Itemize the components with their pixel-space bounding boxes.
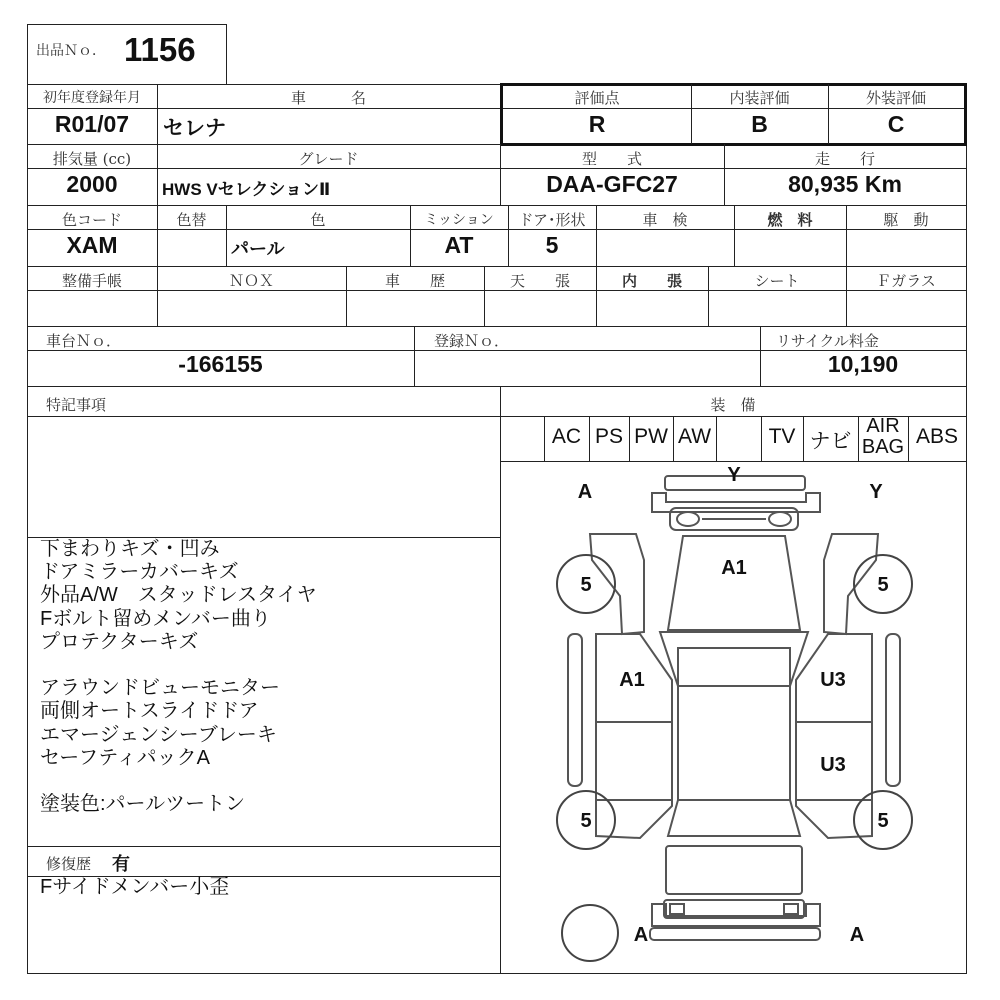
mark-left-front-door: A1 bbox=[619, 669, 645, 691]
rear-hatch bbox=[666, 846, 802, 894]
equipment-navi: ナビ bbox=[809, 430, 852, 453]
car-name-label: 車 名 bbox=[290, 89, 366, 107]
notes-text: 下まわりキズ・凹み ドアミラーカバーキズ 外品A/W スタッドレスタイヤ Fボルト留めメンバー曲り プロテクターキズ アラウンドビューモニター 両側オートスライドドア エマージェンシーブレーキ セーフティパックA 塗装色:パールツートン bbox=[40, 538, 317, 816]
equipment-abs: ABS bbox=[915, 425, 959, 448]
mark-right-front-door: U3 bbox=[820, 669, 846, 691]
exterior-score-value: C bbox=[887, 111, 905, 137]
first-reg-value: R01/07 bbox=[54, 111, 130, 137]
glass-label: Ｆガラス bbox=[876, 272, 936, 290]
seat-label: シート bbox=[754, 272, 800, 290]
exterior-score-label: 外装評価 bbox=[865, 89, 926, 107]
rear-bumper bbox=[650, 900, 820, 940]
equipment-ac: AC bbox=[551, 425, 582, 448]
recycle-value: 10,190 bbox=[827, 351, 899, 377]
first-reg-label: 初年度登録年月 bbox=[43, 90, 141, 106]
drive-label: 駆 動 bbox=[883, 211, 929, 229]
interior-score-value: B bbox=[751, 111, 768, 137]
mileage-label: 走 行 bbox=[814, 150, 875, 168]
roof-label: 天 張 bbox=[509, 272, 570, 290]
color-code-label: 色コード bbox=[61, 211, 122, 229]
hood-panel bbox=[668, 536, 800, 630]
mark-right-rear-door: U3 bbox=[820, 754, 846, 776]
model-value: DAA-GFC27 bbox=[546, 171, 678, 197]
mark-rear-left: A bbox=[633, 924, 649, 946]
displacement-label: 排気量 (cc) bbox=[52, 150, 132, 168]
fuel-label: 燃 料 bbox=[767, 211, 813, 229]
mileage-value: 80,935 Km bbox=[788, 171, 902, 197]
inspection-label: 車 検 bbox=[642, 211, 688, 229]
repair-note: Fサイドメンバー小歪 bbox=[40, 876, 230, 898]
color-code-value: XAM bbox=[66, 232, 118, 258]
mark-front-right: Y bbox=[869, 481, 883, 503]
right-step bbox=[886, 634, 900, 786]
windshield bbox=[660, 632, 808, 686]
rear-window bbox=[668, 800, 800, 836]
chassis-value: -166155 bbox=[178, 351, 263, 377]
equipment-ps: PS bbox=[594, 425, 623, 448]
right-side-body bbox=[796, 634, 872, 838]
notes-label: 特記事項 bbox=[46, 396, 107, 414]
mark-rear-right: A bbox=[849, 924, 865, 946]
transmission-value: AT bbox=[444, 232, 474, 258]
registration-label: 登録Ｎｏ． bbox=[434, 332, 510, 350]
mark-hood: A1 bbox=[721, 557, 747, 579]
doors-value: 5 bbox=[545, 232, 559, 258]
equipment-pw: PW bbox=[634, 425, 668, 448]
history-label: 車 歴 bbox=[384, 272, 445, 290]
mark-tire-front-left: 5 bbox=[580, 574, 592, 596]
color-value: パール bbox=[231, 239, 285, 259]
grade-value: HWS VセレクションⅡ bbox=[162, 180, 331, 199]
nox-label: ＮＯＸ bbox=[228, 272, 274, 290]
doors-label: ドア･形状 bbox=[518, 211, 586, 229]
score-label: 評価点 bbox=[574, 89, 620, 107]
mark-front-center: Y bbox=[727, 464, 741, 486]
equipment-label: 装 備 bbox=[710, 396, 756, 414]
left-side-body bbox=[596, 634, 672, 838]
mark-tire-front-right: 5 bbox=[877, 574, 889, 596]
roof-panel bbox=[678, 648, 790, 800]
equipment-airbag: AIR BAG bbox=[861, 415, 905, 458]
interior-lining-label: 内 張 bbox=[621, 272, 682, 290]
equipment-aw: AW bbox=[677, 425, 712, 448]
maintenance-label: 整備手帳 bbox=[61, 272, 122, 290]
listing-number: 1156 bbox=[124, 31, 196, 68]
front-grille bbox=[670, 508, 798, 530]
equipment-tv: TV bbox=[768, 425, 796, 448]
repair-label: 修復歴 bbox=[46, 855, 92, 873]
left-step bbox=[568, 634, 582, 786]
model-label: 型 式 bbox=[581, 150, 642, 168]
recycle-label: リサイクル料金 bbox=[776, 332, 879, 350]
chassis-label: 車台Ｎｏ． bbox=[46, 332, 122, 350]
grade-label: グレード bbox=[298, 150, 359, 168]
repair-value: 有 bbox=[112, 854, 130, 874]
mark-tire-rear-right: 5 bbox=[877, 810, 889, 832]
mark-front-left: A bbox=[577, 481, 593, 503]
interior-score-label: 内装評価 bbox=[729, 89, 790, 107]
spare-tire bbox=[562, 905, 618, 961]
color-label: 色 bbox=[310, 211, 326, 229]
repaint-label: 色替 bbox=[176, 211, 207, 229]
transmission-label: ミッション bbox=[424, 212, 494, 228]
listing-label: 出品Ｎｏ． bbox=[36, 43, 106, 59]
score-value: R bbox=[588, 111, 606, 137]
displacement-value: 2000 bbox=[66, 171, 118, 197]
car-name-value: セレナ bbox=[163, 117, 226, 140]
mark-tire-rear-left: 5 bbox=[580, 810, 592, 832]
